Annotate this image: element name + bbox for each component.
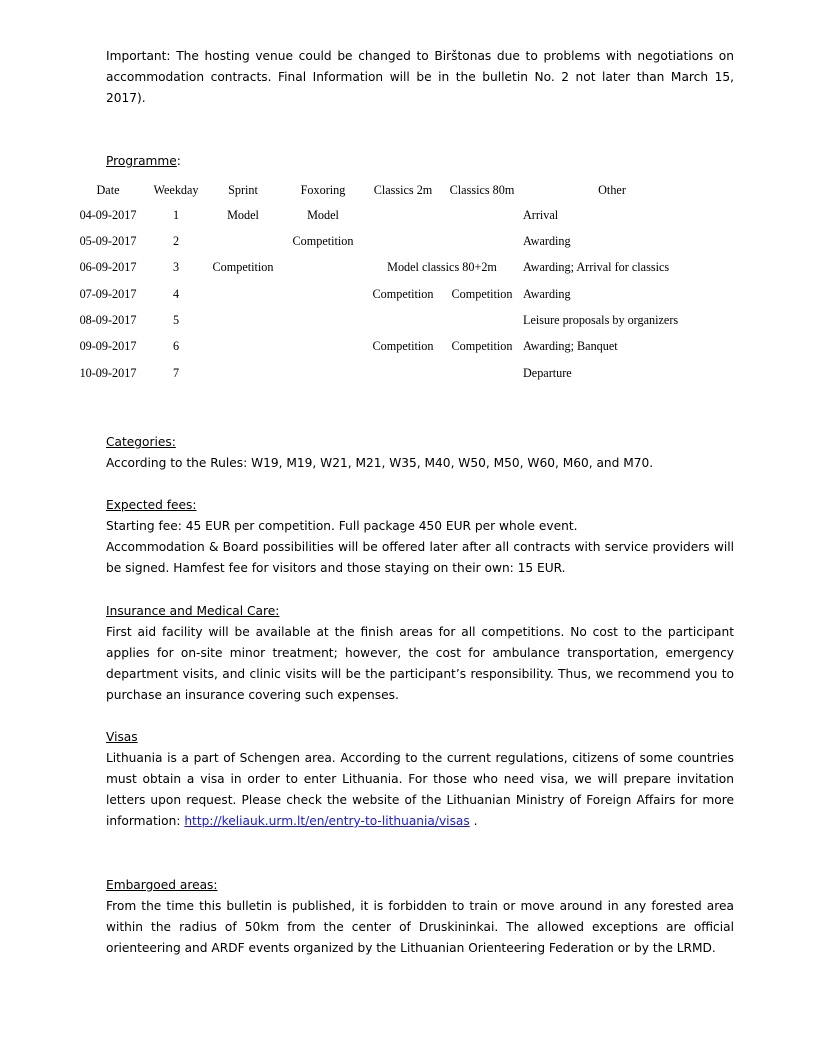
visas-info-suffix: . [469,814,478,828]
table-row-4-other: Awarding [523,287,571,301]
table-row-5-other: Leisure proposals by organizers [523,313,679,327]
col-header-sprint: Sprint [228,183,258,197]
table-row-6-classics-2m: Competition [372,339,434,353]
visas-line-2: must obtain a visa in order to enter Lithuania. For those who need visa, we will prepare invitation [106,772,734,786]
table-row-4-classics-2m: Competition [372,287,434,301]
table-row-2-foxoring: Competition [292,234,354,248]
categories-text [106,453,734,474]
table-row-6-weekday: 6 [172,339,180,353]
visas-paragraph [106,748,734,832]
fees-line-2: Accommodation & Board possibilities will be offered later after all contracts with service providers will [106,540,734,554]
visas-heading: Visas [106,730,138,744]
visas-line-1: Lithuania is a part of Schengen area. According to the current regulations, citizens of some countries [106,751,734,765]
insurance-line-2: applies for on-site minor treatment; however, the cost for ambulance transportation, emergency [106,646,734,660]
embargo-heading: Embargoed areas: [106,878,218,892]
visas-info-prefix: information: [106,814,185,828]
insurance-heading: Insurance and Medical Care: [106,604,280,618]
col-header-weekday: Weekday [153,183,199,197]
programme-heading-colon: : [176,154,181,168]
important-line-1: Important: The hosting venue could be changed to Birštonas due to problems with negotiations on [106,49,734,63]
col-header-foxoring: Foxoring [300,183,346,197]
table-row-2-weekday: 2 [172,234,180,248]
visas-link[interactable]: http://keliauk.urm.lt/en/entry-to-lithuania/visas [184,814,470,828]
table-row-1-sprint: Model [227,208,259,222]
fees-line-1: Starting fee: 45 EUR per competition. Full package 450 EUR per whole event. [106,519,578,533]
col-header-date: Date [96,183,120,197]
table-row-7-date: 10-09-2017 [79,366,137,380]
table-row-2-date: 05-09-2017 [79,234,137,248]
fees-line-3: be signed. Hamfest fee for visitors and those staying on their own: 15 EUR. [106,561,566,575]
visas-line-4 [106,811,734,832]
insurance-line-4: purchase an insurance covering such expenses. [106,688,399,702]
important-line-3: 2017). [106,91,146,105]
embargo-line-2: within the radius of 50km from the center of Druskininkai. The allowed exceptions are official [106,920,734,934]
table-row-7-other: Departure [523,366,572,380]
table-row-3-weekday: 3 [172,260,180,274]
table-row-5-date: 08-09-2017 [79,313,137,327]
embargo-line-3: orienteering and ARDF events organized by the Lithuanian Orienteering Federation or by the LRMD. [106,941,716,955]
table-row-6-other: Awarding; Banquet [523,339,618,353]
programme-heading-label: Programme [106,154,177,168]
table-row-4-weekday: 4 [172,287,180,301]
categories-heading: Categories: [106,435,176,449]
table-row-3-classics-merged: Model classics 80+2m [387,260,497,274]
insurance-paragraph [106,622,734,706]
fees-paragraph [106,516,734,579]
table-row-6-classics-80m: Competition [451,339,513,353]
insurance-line-1: First aid facility will be available at the finish areas for all competitions. No cost to the participant [106,625,734,639]
table-row-1-foxoring: Model [307,208,339,222]
table-row-3-date: 06-09-2017 [79,260,137,274]
important-line-2: accommodation contracts. Final Information will be in the bulletin No. 2 not later than March 15, [106,70,734,84]
table-row-4-date: 07-09-2017 [79,287,137,301]
table-row-6-date: 09-09-2017 [79,339,137,353]
categories-line: According to the Rules: W19, M19, W21, M21, W35, M40, W50, M50, W60, M60, and M70. [106,456,654,470]
embargo-line-1: From the time this bulletin is published, it is forbidden to train or move around in any forested area [106,899,734,913]
table-row-4-classics-80m: Competition [451,287,513,301]
table-row-3-other: Awarding; Arrival for classics [523,260,670,274]
col-header-classics-80m: Classics 80m [449,183,515,197]
table-row-2-other: Awarding [523,234,571,248]
visas-line-3: letters upon request. Please check the website of the Lithuanian Ministry of Foreign Affairs for more [106,793,734,807]
insurance-line-3: department visits, and clinic visits will be the participant’s responsibility. Thus, we recommend you to [106,667,734,681]
table-row-7-weekday: 7 [172,366,180,380]
table-row-1-date: 04-09-2017 [79,208,137,222]
table-row-1-other: Arrival [523,208,559,222]
important-paragraph [106,46,734,109]
embargo-paragraph [106,896,734,959]
programme-heading [106,151,181,172]
table-row-1-weekday: 1 [172,208,180,222]
table-row-5-weekday: 5 [172,313,180,327]
fees-heading: Expected fees: [106,498,197,512]
col-header-other: Other [598,183,626,197]
table-row-3-sprint: Competition [212,260,274,274]
col-header-classics-2m: Classics 2m [373,183,433,197]
